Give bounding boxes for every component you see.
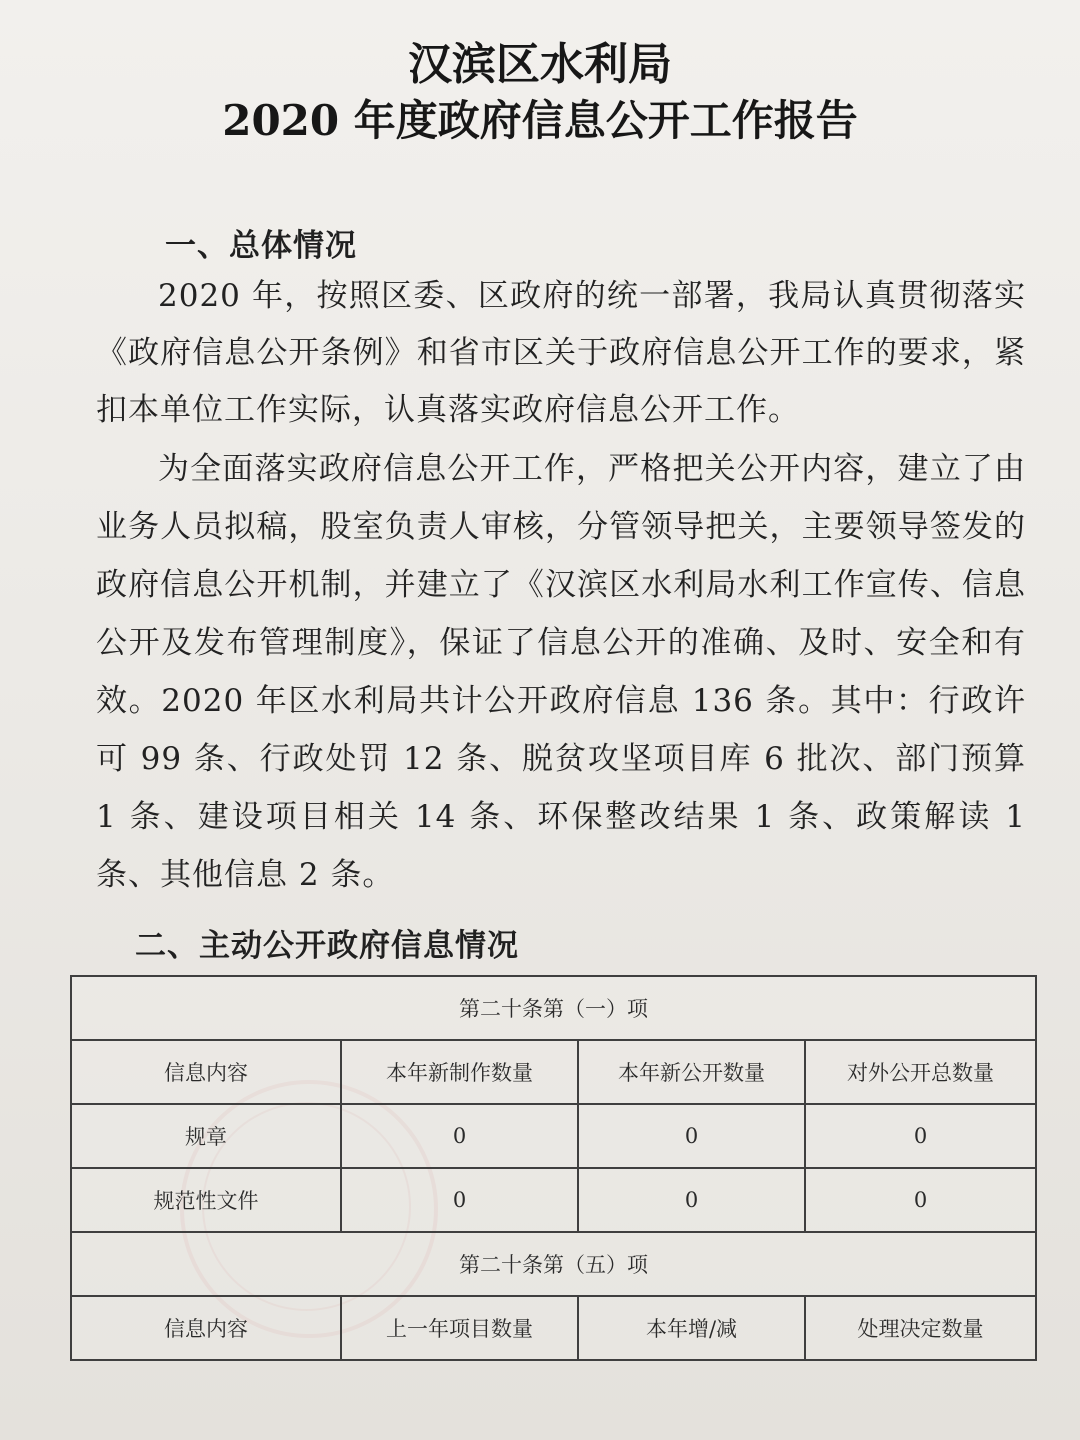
table-cell: 0 — [341, 1168, 578, 1232]
table-section-title: 第二十条第（五）项 — [71, 1232, 1036, 1296]
table-header-cell: 信息内容 — [71, 1296, 341, 1360]
table-header-row — [71, 1040, 1036, 1104]
table-row — [71, 1104, 1036, 1168]
table-cell: 规章 — [71, 1104, 341, 1168]
table-header-cell: 处理决定数量 — [805, 1296, 1036, 1360]
table-section-row — [71, 1232, 1036, 1296]
table-section-title: 第二十条第（一）项 — [71, 976, 1036, 1040]
document-title: 汉滨区水利局 — [408, 39, 672, 90]
table-cell: 0 — [341, 1104, 578, 1168]
table-header-cell: 对外公开总数量 — [805, 1040, 1036, 1104]
table-cell: 0 — [578, 1104, 805, 1168]
table-header-row — [71, 1296, 1036, 1360]
table-header-cell: 本年新制作数量 — [341, 1040, 578, 1104]
section-heading-disclosure: 二、主动公开政府信息情况 — [135, 928, 519, 964]
overview-paragraph-2: 为全面落实政府信息公开工作，严格把关公开内容，建立了由业务人员拟稿，股室负责人审核，分管领导把关，主要领导签发的政府信息公开机制，并建立了《汉滨区水利局水利工作宣传、信息公开及发布管理制度》，保证了信息公开的准确、及时、安全和有效。2020 年区水利局共计公开政府信息 136 条。其中：行政许可 99 条、行政处罚 12 条、脱贫攻坚项目库 6 批次、部门预算 1 条、建设项目相关 14 条、环保整改结果 1 条、政策解读 1 条、其他信息 2 条。 — [96, 451, 1026, 893]
disclosure-table — [70, 975, 1037, 1361]
overview-paragraph-1: 2020 年，按照区委、区政府的统一部署，我局认真贯彻落实《政府信息公开条例》和省市区关于政府信息公开工作的要求，紧扣本单位工作实际，认真落实政府信息公开工作。 — [96, 278, 1026, 428]
table-header-cell: 信息内容 — [71, 1040, 341, 1104]
table-header-cell: 本年增/减 — [578, 1296, 805, 1360]
document-subtitle: 2020 年度政府信息公开工作报告 — [222, 96, 858, 145]
table-row — [71, 1168, 1036, 1232]
table-cell: 0 — [578, 1168, 805, 1232]
section-heading-overview: 一、总体情况 — [165, 228, 357, 264]
table-header-cell: 上一年项目数量 — [341, 1296, 578, 1360]
table-cell: 0 — [805, 1168, 1036, 1232]
table-section-row — [71, 976, 1036, 1040]
table-header-cell: 本年新公开数量 — [578, 1040, 805, 1104]
table-cell: 规范性文件 — [71, 1168, 341, 1232]
table-cell: 0 — [805, 1104, 1036, 1168]
